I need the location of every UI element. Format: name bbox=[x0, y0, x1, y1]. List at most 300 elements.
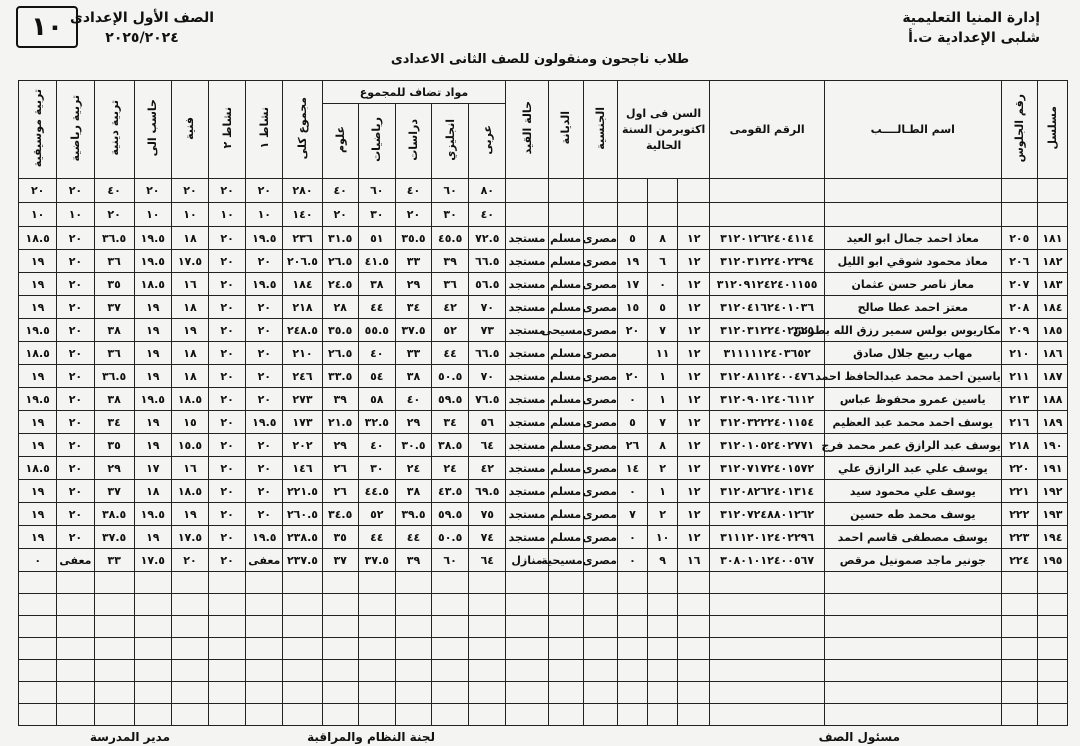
mark-cell: ٤٣.٥ bbox=[432, 480, 469, 503]
mark-cell: ٥٤ bbox=[358, 365, 395, 388]
empty-cell bbox=[824, 704, 1001, 726]
mark-cell: ٥٩.٥ bbox=[432, 388, 469, 411]
table-row bbox=[19, 296, 1068, 319]
seat-number-cell: ٢١٨ bbox=[1001, 434, 1037, 457]
empty-cell bbox=[283, 704, 322, 726]
mark-cell: ٣٧.٥ bbox=[358, 549, 395, 572]
mark-cell: ٣٣.٥ bbox=[322, 365, 358, 388]
mark-cell: ٢٠ bbox=[57, 319, 94, 342]
mark-cell: ٤٠ bbox=[395, 388, 431, 411]
mark-cell: ٥٢ bbox=[432, 319, 469, 342]
mark-cell: ١٦ bbox=[171, 273, 208, 296]
empty-cell bbox=[134, 638, 171, 660]
religion-cell: مسلم bbox=[548, 227, 583, 250]
empty-cell bbox=[469, 572, 506, 594]
blank-cell bbox=[648, 179, 678, 203]
empty-cell bbox=[506, 704, 548, 726]
empty-cell bbox=[648, 572, 678, 594]
column-header-label: تربية موسيقية bbox=[31, 88, 45, 168]
committee-label: لجنة النظام والمراقبة bbox=[307, 730, 435, 744]
mark-cell: ١٩ bbox=[171, 319, 208, 342]
student-name-cell: يوسف علي عبد الرازق علي bbox=[824, 457, 1001, 480]
empty-cell bbox=[710, 704, 825, 726]
students-table bbox=[18, 80, 1068, 726]
blank-cell bbox=[583, 179, 617, 203]
mark-cell: ٧٢.٥ bbox=[469, 227, 506, 250]
nationality-cell: مصرى bbox=[583, 457, 617, 480]
mark-cell: ١٩ bbox=[134, 434, 171, 457]
mark-cell: ٣٩ bbox=[322, 388, 358, 411]
column-header-label: حالة القيد bbox=[520, 101, 534, 155]
empty-cell bbox=[648, 660, 678, 682]
mark-cell: ٢٠ bbox=[209, 503, 246, 526]
table-row bbox=[19, 411, 1068, 434]
nationality-cell: مصرى bbox=[583, 273, 617, 296]
table-row bbox=[19, 503, 1068, 526]
mark-cell: ٢٠ bbox=[246, 319, 283, 342]
empty-cell bbox=[395, 682, 431, 704]
age-month-cell: ٧ bbox=[648, 411, 678, 434]
mark-cell: ٥٦.٥ bbox=[469, 273, 506, 296]
mark-cell: ٣٧.٥ bbox=[94, 526, 134, 549]
empty-cell bbox=[395, 616, 431, 638]
mark-cell: ٣٦ bbox=[94, 250, 134, 273]
mark-cell: ٢٤ bbox=[432, 457, 469, 480]
age-day-cell: ٧ bbox=[617, 503, 647, 526]
mark-cell: ٢٠ bbox=[246, 250, 283, 273]
mark-cell: ٣٨ bbox=[395, 480, 431, 503]
mark-cell: ٣٤ bbox=[94, 411, 134, 434]
national-id-cell: ٣١٢٠١٢٦٢٤٠٤١١٤ bbox=[710, 227, 825, 250]
empty-cell bbox=[358, 660, 395, 682]
mark-cell: ١٩.٥ bbox=[134, 388, 171, 411]
age-month-cell: ٠ bbox=[648, 273, 678, 296]
mark-cell: ٦٩.٥ bbox=[469, 480, 506, 503]
mark-cell: ٠ bbox=[19, 549, 57, 572]
empty-cell bbox=[283, 682, 322, 704]
empty-cell bbox=[469, 660, 506, 682]
nationality-cell: مصرى bbox=[583, 503, 617, 526]
status-cell: منازل bbox=[506, 549, 548, 572]
mark-cell: ٢٠ bbox=[209, 342, 246, 365]
serial-cell: ١٩٢ bbox=[1037, 480, 1067, 503]
mark-cell: ٢٠ bbox=[57, 296, 94, 319]
max-mark-cell: ١٠ bbox=[171, 203, 208, 227]
serial-cell: ١٩٠ bbox=[1037, 434, 1067, 457]
student-name-cell: مكاريوس بولس سمير رزق الله بطرس bbox=[824, 319, 1001, 342]
nationality-cell: مصرى bbox=[583, 296, 617, 319]
mark-cell: ٢٨ bbox=[322, 296, 358, 319]
mark-cell: ٢٠ bbox=[209, 411, 246, 434]
mark-cell: ٧٠ bbox=[469, 296, 506, 319]
age-day-cell: ٢٠ bbox=[617, 365, 647, 388]
mark-cell: ٦٠ bbox=[432, 549, 469, 572]
admin-name: إدارة المنيا التعليمية bbox=[902, 10, 1040, 26]
mark-cell: ٣٥.٥ bbox=[395, 227, 431, 250]
mark-cell: ٤٤.٥ bbox=[358, 480, 395, 503]
mark-cell: ٢٠ bbox=[57, 526, 94, 549]
max-mark-cell: ٣٠ bbox=[432, 203, 469, 227]
blank-cell bbox=[506, 179, 548, 203]
empty-cell bbox=[171, 682, 208, 704]
empty-cell bbox=[395, 660, 431, 682]
age-day-cell: ١٤ bbox=[617, 457, 647, 480]
mark-cell: ٢٠ bbox=[246, 388, 283, 411]
seat-number-cell: ٢١٣ bbox=[1001, 388, 1037, 411]
col-activity-1 bbox=[246, 81, 283, 179]
max-mark-cell: ١٤٠ bbox=[283, 203, 322, 227]
empty-cell bbox=[94, 704, 134, 726]
mark-cell: ٢٩ bbox=[94, 457, 134, 480]
blank-cell bbox=[506, 203, 548, 227]
empty-cell bbox=[506, 594, 548, 616]
blank-cell bbox=[548, 179, 583, 203]
age-year-cell: ١٢ bbox=[678, 503, 710, 526]
age-day-cell: ١٩ bbox=[617, 250, 647, 273]
mark-cell: ٢٠ bbox=[209, 388, 246, 411]
seat-number-cell: ٢٠٨ bbox=[1001, 296, 1037, 319]
student-name-cell: مهاب ربيع جلال صادق bbox=[824, 342, 1001, 365]
mark-cell: ٣٧ bbox=[94, 296, 134, 319]
nationality-cell: مصرى bbox=[583, 250, 617, 273]
mark-cell: ٢٠ bbox=[57, 250, 94, 273]
empty-cell bbox=[171, 594, 208, 616]
empty-cell bbox=[432, 572, 469, 594]
blank-cell bbox=[824, 203, 1001, 227]
empty-cell bbox=[617, 594, 647, 616]
col-art bbox=[171, 81, 208, 179]
age-year-cell: ١٢ bbox=[678, 411, 710, 434]
serial-cell: ١٨٣ bbox=[1037, 273, 1067, 296]
mark-cell: ٣٧ bbox=[94, 480, 134, 503]
empty-cell bbox=[209, 638, 246, 660]
column-header-label: الديانة bbox=[559, 111, 573, 145]
religion-cell: مسلم bbox=[548, 503, 583, 526]
mark-cell: ٢٦ bbox=[322, 457, 358, 480]
age-day-cell: ٢٦ bbox=[617, 434, 647, 457]
blank-cell bbox=[824, 179, 1001, 203]
empty-cell bbox=[1037, 594, 1067, 616]
table-row bbox=[19, 365, 1068, 388]
seat-number-cell: ٢١١ bbox=[1001, 365, 1037, 388]
mark-cell: ١٦ bbox=[171, 457, 208, 480]
empty-cell bbox=[358, 638, 395, 660]
age-year-cell: ١٢ bbox=[678, 319, 710, 342]
signatures-footer bbox=[0, 730, 1080, 746]
empty-cell bbox=[134, 594, 171, 616]
age-day-cell bbox=[617, 342, 647, 365]
national-id-cell: ٣١٢٠٨١١٢٤٠٠٤٧٦ bbox=[710, 365, 825, 388]
mark-cell: ١٩ bbox=[19, 480, 57, 503]
mark-cell: ٢١.٥ bbox=[322, 411, 358, 434]
col-serial bbox=[1037, 81, 1067, 179]
mark-cell: ٢٦٠.٥ bbox=[283, 503, 322, 526]
age-day-cell: ١٧ bbox=[617, 273, 647, 296]
empty-cell bbox=[548, 704, 583, 726]
mark-cell: ٢٦.٥ bbox=[322, 342, 358, 365]
age-year-cell: ١٢ bbox=[678, 457, 710, 480]
mark-cell: ٢٠٦.٥ bbox=[283, 250, 322, 273]
empty-cell bbox=[283, 594, 322, 616]
empty-cell bbox=[283, 638, 322, 660]
empty-cell bbox=[246, 638, 283, 660]
serial-cell: ١٨٥ bbox=[1037, 319, 1067, 342]
empty-cell bbox=[57, 594, 94, 616]
mark-cell: ٢٩ bbox=[322, 434, 358, 457]
mark-cell: ١٩ bbox=[134, 342, 171, 365]
mark-cell: ٢٠ bbox=[246, 457, 283, 480]
mark-cell: ١٨.٥ bbox=[134, 273, 171, 296]
empty-cell bbox=[710, 682, 825, 704]
empty-cell bbox=[583, 660, 617, 682]
empty-cell bbox=[19, 616, 57, 638]
mark-cell: ٤٢ bbox=[469, 457, 506, 480]
empty-cell bbox=[395, 638, 431, 660]
national-id-cell: ٣١٢٠٨٢٦٢٤٠١٣١٤ bbox=[710, 480, 825, 503]
empty-cell bbox=[432, 660, 469, 682]
student-name-cell: يوسف علي محمود سيد bbox=[824, 480, 1001, 503]
nationality-cell: مصرى bbox=[583, 388, 617, 411]
age-year-cell: ١٢ bbox=[678, 365, 710, 388]
max-mark-cell: ٨٠ bbox=[469, 179, 506, 203]
max-mark-cell: ٢٠ bbox=[19, 179, 57, 203]
empty-cell bbox=[548, 594, 583, 616]
empty-cell bbox=[19, 594, 57, 616]
empty-cell bbox=[583, 704, 617, 726]
max-mark-cell: ١٠ bbox=[209, 203, 246, 227]
mark-cell: معفى bbox=[57, 549, 94, 572]
empty-cell bbox=[134, 704, 171, 726]
mark-cell: ١٩.٥ bbox=[19, 319, 57, 342]
empty-cell bbox=[322, 616, 358, 638]
table-row bbox=[19, 434, 1068, 457]
max-mark-cell: ٢٠ bbox=[57, 179, 94, 203]
empty-cell bbox=[283, 660, 322, 682]
empty-cell bbox=[648, 704, 678, 726]
col-seat bbox=[1001, 81, 1037, 179]
empty-cell bbox=[710, 572, 825, 594]
mark-cell: ١٧٣ bbox=[283, 411, 322, 434]
mark-cell: ٣٥ bbox=[322, 526, 358, 549]
mark-cell: ٢٠٢ bbox=[283, 434, 322, 457]
mark-cell: ٢٣٨.٥ bbox=[283, 526, 322, 549]
school-name: شلبى الإعدادية ت.أ bbox=[908, 30, 1040, 46]
serial-cell: ١٨٢ bbox=[1037, 250, 1067, 273]
national-id-cell: ٣١٢٠٣١٢٢٤٠٢٣٩٤ bbox=[710, 250, 825, 273]
mark-cell: ٢٠ bbox=[57, 273, 94, 296]
mark-cell: ٣٥ bbox=[94, 273, 134, 296]
max-mark-cell: ١٠ bbox=[134, 203, 171, 227]
blank-cell bbox=[617, 179, 647, 203]
empty-cell bbox=[1037, 572, 1067, 594]
empty-cell bbox=[824, 572, 1001, 594]
mark-cell: ٥٠.٥ bbox=[432, 526, 469, 549]
seat-number-cell: ٢١٦ bbox=[1001, 411, 1037, 434]
mark-cell: ١٧ bbox=[134, 457, 171, 480]
added-subjects-group: مواد تضاف للمجموع bbox=[322, 81, 506, 104]
student-name-cell: معاذ احمد جمال ابو العيد bbox=[824, 227, 1001, 250]
mark-cell: ٣١.٥ bbox=[322, 227, 358, 250]
national-id-cell: ٣١٢٠٩١٢٤٢٤٠١١٥٥ bbox=[710, 273, 825, 296]
mark-cell: ٢٣٦ bbox=[283, 227, 322, 250]
empty-cell bbox=[246, 616, 283, 638]
mark-cell: ١٨ bbox=[171, 227, 208, 250]
max-mark-cell: ٢٠ bbox=[395, 203, 431, 227]
empty-cell bbox=[710, 660, 825, 682]
empty-cell bbox=[824, 594, 1001, 616]
empty-cell bbox=[548, 682, 583, 704]
col-total bbox=[283, 81, 322, 179]
empty-cell bbox=[1037, 660, 1067, 682]
mark-cell: ١٥.٥ bbox=[171, 434, 208, 457]
mark-cell: ٢٠ bbox=[57, 411, 94, 434]
mark-cell: ٢٠ bbox=[209, 296, 246, 319]
mark-cell: ١٩ bbox=[19, 273, 57, 296]
status-cell: مستجد bbox=[506, 526, 548, 549]
empty-cell bbox=[19, 704, 57, 726]
mark-cell: ٤٤ bbox=[358, 526, 395, 549]
mark-cell: ١٨٤ bbox=[283, 273, 322, 296]
empty-cell bbox=[432, 594, 469, 616]
mark-cell: ٢٠ bbox=[209, 526, 246, 549]
empty-cell bbox=[209, 594, 246, 616]
age-month-cell: ١٠ bbox=[648, 526, 678, 549]
age-month-cell: ٦ bbox=[648, 250, 678, 273]
age-month-cell: ٥ bbox=[648, 296, 678, 319]
empty-cell bbox=[1037, 704, 1067, 726]
nationality-cell: مصرى bbox=[583, 342, 617, 365]
empty-cell bbox=[209, 682, 246, 704]
mark-cell: ٥٦ bbox=[469, 411, 506, 434]
mark-cell: ٣٨.٥ bbox=[94, 503, 134, 526]
student-name-cell: جونير ماجد صمونيل مرقص bbox=[824, 549, 1001, 572]
column-header-label: علوم bbox=[333, 126, 347, 153]
nationality-cell: مصرى bbox=[583, 411, 617, 434]
empty-cell bbox=[710, 638, 825, 660]
empty-cell bbox=[678, 572, 710, 594]
max-mark-cell: ٢٠ bbox=[94, 203, 134, 227]
col-religion bbox=[548, 81, 583, 179]
empty-row bbox=[19, 638, 1068, 660]
empty-cell bbox=[171, 660, 208, 682]
student-name-cell: يوسف محمد طه حسين bbox=[824, 503, 1001, 526]
mark-cell: ٢١٠ bbox=[283, 342, 322, 365]
max-mark-cell: ٤٠ bbox=[469, 203, 506, 227]
mark-cell: ٢٢١.٥ bbox=[283, 480, 322, 503]
empty-cell bbox=[548, 572, 583, 594]
empty-cell bbox=[710, 616, 825, 638]
age-month-cell: ١ bbox=[648, 365, 678, 388]
student-name-cell: ياسين عمرو محفوظ عباس bbox=[824, 388, 1001, 411]
empty-cell bbox=[94, 682, 134, 704]
student-name-cell: يوسف عبد الرازق عمر محمد فرج bbox=[824, 434, 1001, 457]
mark-cell: ٢٠ bbox=[57, 227, 94, 250]
mark-cell: ٢٠ bbox=[246, 503, 283, 526]
age-year-cell: ١٢ bbox=[678, 296, 710, 319]
serial-cell: ١٨٨ bbox=[1037, 388, 1067, 411]
empty-cell bbox=[1001, 616, 1037, 638]
empty-cell bbox=[1001, 704, 1037, 726]
empty-row bbox=[19, 682, 1068, 704]
col-studies bbox=[395, 104, 431, 179]
list-subtitle: طلاب ناجحون ومنقولون للصف الثانى الاعدادى bbox=[390, 52, 690, 67]
column-header-label: نشاط ١ bbox=[257, 107, 271, 149]
empty-cell bbox=[648, 682, 678, 704]
mark-cell: ١٩ bbox=[19, 296, 57, 319]
col-religion-ed bbox=[94, 81, 134, 179]
empty-cell bbox=[648, 638, 678, 660]
empty-cell bbox=[134, 682, 171, 704]
status-cell: مستجد bbox=[506, 434, 548, 457]
column-header-label: فنية bbox=[183, 116, 197, 140]
mark-cell: ٢٠ bbox=[57, 388, 94, 411]
age-day-cell: ٢٠ bbox=[617, 319, 647, 342]
empty-cell bbox=[171, 704, 208, 726]
empty-cell bbox=[1001, 638, 1037, 660]
mark-cell: ٢٠ bbox=[57, 342, 94, 365]
empty-cell bbox=[19, 660, 57, 682]
empty-cell bbox=[617, 704, 647, 726]
mark-cell: ٣٨ bbox=[395, 365, 431, 388]
mark-cell: ١٩.٥ bbox=[246, 227, 283, 250]
max-mark-cell: ٢٠ bbox=[246, 179, 283, 203]
national-id-cell: ٣٠٨٠١٠١٢٤٠٠٥٦٧ bbox=[710, 549, 825, 572]
mark-cell: ٣٨ bbox=[358, 273, 395, 296]
header-left bbox=[70, 8, 214, 48]
blank-cell bbox=[1001, 179, 1037, 203]
student-name-cell: ياسين احمد محمد عبدالحافظ احمد bbox=[824, 365, 1001, 388]
age-year-cell: ١٢ bbox=[678, 388, 710, 411]
serial-cell: ١٩٣ bbox=[1037, 503, 1067, 526]
religion-cell: مسلم bbox=[548, 480, 583, 503]
blank-cell bbox=[583, 203, 617, 227]
status-cell: مستجد bbox=[506, 342, 548, 365]
mark-cell: ٢٠ bbox=[246, 365, 283, 388]
age-year-cell: ١٢ bbox=[678, 480, 710, 503]
col-science bbox=[322, 104, 358, 179]
national-id-cell: ٣١٢٠٣١٢٢٤٠٢٣٢٥ bbox=[710, 319, 825, 342]
mark-cell: ٤٠ bbox=[358, 342, 395, 365]
empty-cell bbox=[322, 638, 358, 660]
class-officer-label: مسئول الصف bbox=[818, 730, 900, 744]
max-mark-cell: ٣٠ bbox=[358, 203, 395, 227]
age-day-cell: ٠ bbox=[617, 388, 647, 411]
nationality-cell: مصرى bbox=[583, 549, 617, 572]
empty-cell bbox=[322, 704, 358, 726]
religion-cell: مسلم bbox=[548, 296, 583, 319]
age-month-cell: ١١ bbox=[648, 342, 678, 365]
empty-cell bbox=[583, 594, 617, 616]
nationality-cell: مصرى bbox=[583, 526, 617, 549]
mark-cell: ٤٢ bbox=[432, 296, 469, 319]
mark-cell: معفى bbox=[246, 549, 283, 572]
empty-cell bbox=[322, 660, 358, 682]
empty-cell bbox=[94, 660, 134, 682]
mark-cell: ١٧.٥ bbox=[171, 250, 208, 273]
religion-cell: مسيحية bbox=[548, 549, 583, 572]
mark-cell: ١٩ bbox=[134, 365, 171, 388]
table-row bbox=[19, 273, 1068, 296]
mark-cell: ٢٠ bbox=[171, 549, 208, 572]
max-mark-cell: ٤٠ bbox=[395, 179, 431, 203]
mark-cell: ٢٠ bbox=[209, 457, 246, 480]
grade-title: الصف الأول الإعدادى bbox=[70, 10, 215, 26]
mark-cell: ٣٣ bbox=[395, 342, 431, 365]
mark-cell: ١٩ bbox=[19, 411, 57, 434]
mark-cell: ٤٠ bbox=[358, 434, 395, 457]
empty-cell bbox=[824, 682, 1001, 704]
religion-cell: مسلم bbox=[548, 342, 583, 365]
